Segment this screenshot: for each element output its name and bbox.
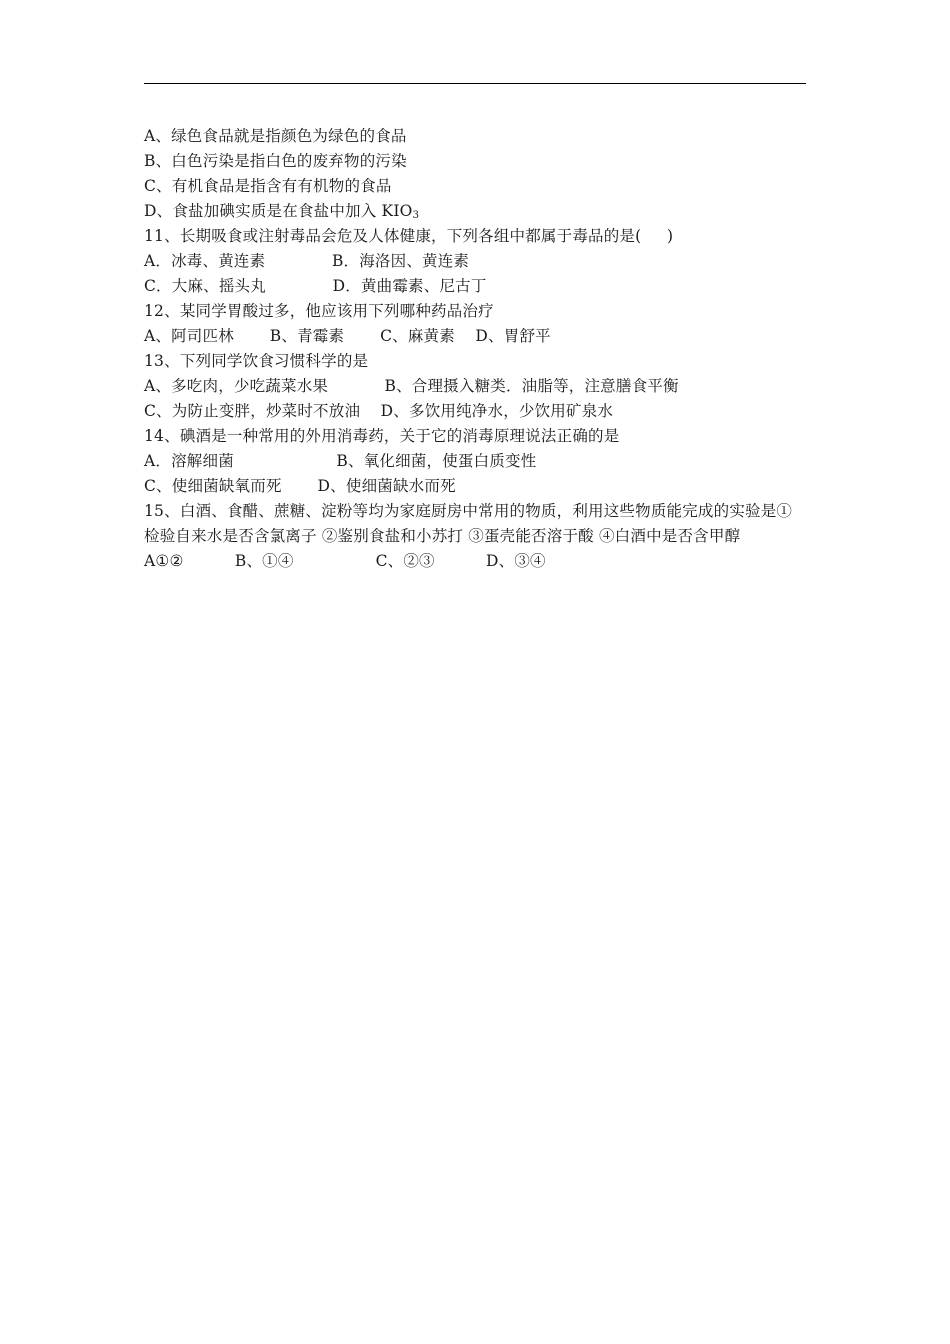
q13-stem: 13、下列同学饮食习惯科学的是 [144,352,369,370]
q10-option-b: B、白色污染是指白色的废弃物的污染 [144,152,407,170]
header-rule [144,83,806,84]
q10-option-c: C、有机食品是指含有有机物的食品 [144,177,392,195]
q10-option-d-text: D、食盐加碘实质是在食盐中加入 KIO [144,202,413,220]
q10-option-d-subscript: 3 [412,210,420,221]
q14-stem: 14、碘酒是一种常用的外用消毒药，关于它的消毒原理说法正确的是 [144,427,620,445]
q12-stem: 12、某同学胃酸过多，他应该用下列哪种药品治疗 [144,302,494,320]
q14-options-cd: C、使细菌缺氧而死 D、使细菌缺水而死 [144,477,456,495]
q15-stem: 15、白酒、食醋、蔗糖、淀粉等均为家庭厨房中常用的物质，利用这些物质能完成的实验是① 检验自来水是否含氯离子 ②鉴别食盐和小苏打 ③蛋壳能否溶于酸 ④白酒中是否含甲醇 [144,502,793,545]
q11-options-ab: A．冰毒、黄连素 B．海洛因、黄连素 [144,252,470,270]
q12-options: A、阿司匹林 B、青霉素 C、麻黄素 D、胃舒平 [144,327,551,345]
q11-stem: 11、长期吸食或注射毒品会危及人体健康，下列各组中都属于毒品的是( ) [144,227,674,245]
q15-options: A①② B、①④ C、②③ D、③④ [144,552,546,570]
q10-option-d [144,199,814,224]
document-body [144,124,814,574]
q13-options-cd: C、为防止变胖，炒菜时不放油 D、多饮用纯净水，少饮用矿泉水 [144,402,614,420]
q14-options-ab: A．溶解细菌 B、氧化细菌，使蛋白质变性 [144,452,537,470]
q13-options-ab: A、多吃肉，少吃蔬菜水果 B、合理摄入糖类．油脂等，注意膳食平衡 [144,377,679,395]
q11-options-cd: C．大麻、摇头丸 D．黄曲霉素、尼古丁 [144,277,487,295]
q10-option-a: A、绿色食品就是指颜色为绿色的食品 [144,127,407,145]
